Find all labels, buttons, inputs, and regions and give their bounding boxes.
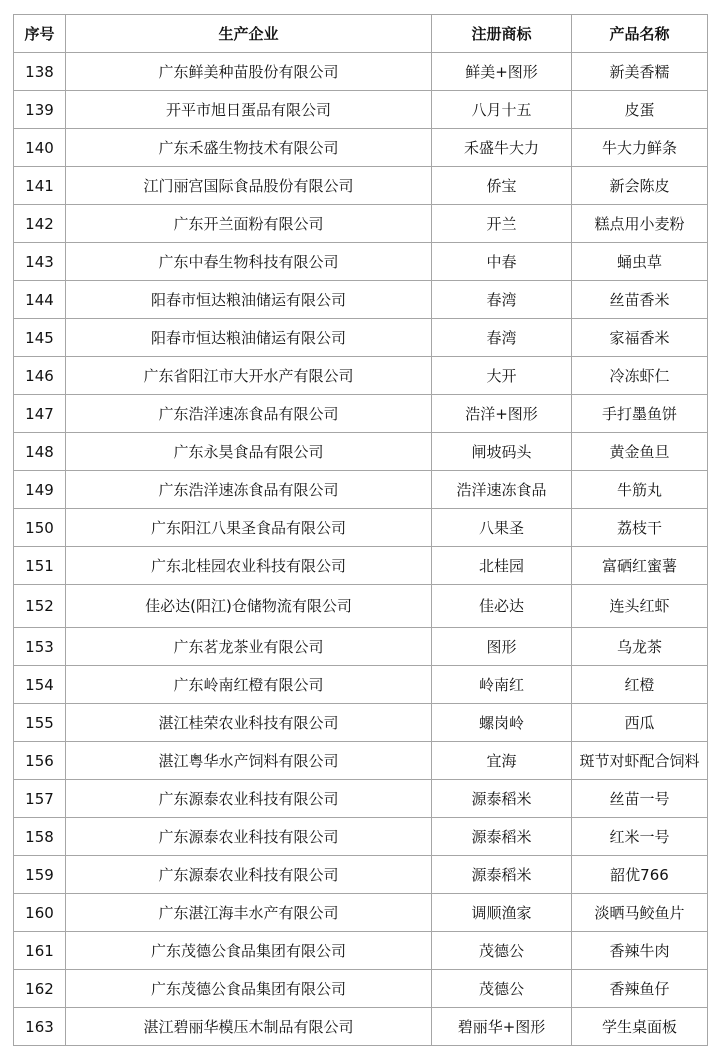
cell-product: 乌龙茶 bbox=[572, 628, 708, 666]
cell-trademark: 茂德公 bbox=[432, 970, 572, 1008]
cell-serial-number: 141 bbox=[14, 167, 66, 205]
cell-company: 湛江碧丽华模压木制品有限公司 bbox=[66, 1008, 432, 1046]
cell-company: 广东岭南红橙有限公司 bbox=[66, 666, 432, 704]
cell-serial-number: 159 bbox=[14, 856, 66, 894]
cell-company: 广东茗龙茶业有限公司 bbox=[66, 628, 432, 666]
cell-product: 韶优766 bbox=[572, 856, 708, 894]
cell-product: 皮蛋 bbox=[572, 91, 708, 129]
cell-trademark: 岭南红 bbox=[432, 666, 572, 704]
table-row bbox=[14, 129, 708, 167]
cell-product: 红橙 bbox=[572, 666, 708, 704]
cell-company: 广东浩洋速冻食品有限公司 bbox=[66, 471, 432, 509]
cell-trademark: 大开 bbox=[432, 357, 572, 395]
table-row bbox=[14, 395, 708, 433]
cell-serial-number: 153 bbox=[14, 628, 66, 666]
header-product: 产品名称 bbox=[572, 15, 708, 53]
cell-trademark: 螺岗岭 bbox=[432, 704, 572, 742]
cell-company: 广东禾盛生物技术有限公司 bbox=[66, 129, 432, 167]
cell-serial-number: 148 bbox=[14, 433, 66, 471]
cell-serial-number: 157 bbox=[14, 780, 66, 818]
cell-serial-number: 142 bbox=[14, 205, 66, 243]
cell-serial-number: 139 bbox=[14, 91, 66, 129]
cell-company: 广东茂德公食品集团有限公司 bbox=[66, 970, 432, 1008]
cell-trademark: 春湾 bbox=[432, 281, 572, 319]
cell-serial-number: 147 bbox=[14, 395, 66, 433]
cell-product: 黄金鱼旦 bbox=[572, 433, 708, 471]
cell-company: 广东省阳江市大开水产有限公司 bbox=[66, 357, 432, 395]
table-row bbox=[14, 932, 708, 970]
cell-product: 手打墨鱼饼 bbox=[572, 395, 708, 433]
table-header bbox=[14, 15, 708, 53]
table-row bbox=[14, 780, 708, 818]
cell-trademark: 鲜美+图形 bbox=[432, 53, 572, 91]
product-table bbox=[13, 14, 708, 1046]
cell-product: 淡晒马鲛鱼片 bbox=[572, 894, 708, 932]
cell-product: 连头红虾 bbox=[572, 585, 708, 628]
table-row bbox=[14, 205, 708, 243]
cell-product: 糕点用小麦粉 bbox=[572, 205, 708, 243]
cell-trademark: 碧丽华+图形 bbox=[432, 1008, 572, 1046]
table-row bbox=[14, 704, 708, 742]
cell-company: 湛江粤华水产饲料有限公司 bbox=[66, 742, 432, 780]
cell-product: 香辣牛肉 bbox=[572, 932, 708, 970]
cell-product: 冷冻虾仁 bbox=[572, 357, 708, 395]
cell-company: 广东湛江海丰水产有限公司 bbox=[66, 894, 432, 932]
table-row bbox=[14, 471, 708, 509]
cell-serial-number: 138 bbox=[14, 53, 66, 91]
table-row bbox=[14, 433, 708, 471]
cell-serial-number: 149 bbox=[14, 471, 66, 509]
cell-serial-number: 155 bbox=[14, 704, 66, 742]
cell-serial-number: 151 bbox=[14, 547, 66, 585]
cell-serial-number: 144 bbox=[14, 281, 66, 319]
cell-serial-number: 161 bbox=[14, 932, 66, 970]
table-row bbox=[14, 856, 708, 894]
table-row bbox=[14, 281, 708, 319]
cell-company: 广东北桂园农业科技有限公司 bbox=[66, 547, 432, 585]
cell-product: 荔枝干 bbox=[572, 509, 708, 547]
table-row bbox=[14, 1008, 708, 1046]
table-row bbox=[14, 243, 708, 281]
cell-serial-number: 145 bbox=[14, 319, 66, 357]
cell-company: 开平市旭日蛋品有限公司 bbox=[66, 91, 432, 129]
cell-trademark: 侨宝 bbox=[432, 167, 572, 205]
cell-company: 江门丽宫国际食品股份有限公司 bbox=[66, 167, 432, 205]
cell-company: 广东茂德公食品集团有限公司 bbox=[66, 932, 432, 970]
cell-product: 蛹虫草 bbox=[572, 243, 708, 281]
cell-trademark: 佳必达 bbox=[432, 585, 572, 628]
cell-trademark: 浩洋+图形 bbox=[432, 395, 572, 433]
header-trademark: 注册商标 bbox=[432, 15, 572, 53]
cell-company: 阳春市恒达粮油储运有限公司 bbox=[66, 281, 432, 319]
cell-company: 广东中春生物科技有限公司 bbox=[66, 243, 432, 281]
header-serial-number: 序号 bbox=[14, 15, 66, 53]
cell-serial-number: 160 bbox=[14, 894, 66, 932]
cell-trademark: 春湾 bbox=[432, 319, 572, 357]
cell-trademark: 茂德公 bbox=[432, 932, 572, 970]
cell-company: 广东开兰面粉有限公司 bbox=[66, 205, 432, 243]
table-row bbox=[14, 970, 708, 1008]
cell-serial-number: 146 bbox=[14, 357, 66, 395]
header-row bbox=[14, 15, 708, 53]
table-row bbox=[14, 319, 708, 357]
table-row bbox=[14, 894, 708, 932]
cell-trademark: 八果圣 bbox=[432, 509, 572, 547]
cell-company: 广东源泰农业科技有限公司 bbox=[66, 856, 432, 894]
cell-company: 广东源泰农业科技有限公司 bbox=[66, 780, 432, 818]
cell-serial-number: 152 bbox=[14, 585, 66, 628]
cell-company: 湛江桂荣农业科技有限公司 bbox=[66, 704, 432, 742]
cell-serial-number: 150 bbox=[14, 509, 66, 547]
cell-trademark: 中春 bbox=[432, 243, 572, 281]
cell-product: 红米一号 bbox=[572, 818, 708, 856]
cell-trademark: 闸坡码头 bbox=[432, 433, 572, 471]
cell-serial-number: 158 bbox=[14, 818, 66, 856]
cell-trademark: 源泰稻米 bbox=[432, 856, 572, 894]
cell-product: 富硒红蜜薯 bbox=[572, 547, 708, 585]
cell-trademark: 浩洋速冻食品 bbox=[432, 471, 572, 509]
table-row bbox=[14, 53, 708, 91]
table-body bbox=[14, 53, 708, 1046]
cell-company: 广东鲜美种苗股份有限公司 bbox=[66, 53, 432, 91]
cell-product: 香辣鱼仔 bbox=[572, 970, 708, 1008]
cell-product: 新美香糯 bbox=[572, 53, 708, 91]
cell-trademark: 八月十五 bbox=[432, 91, 572, 129]
cell-trademark: 北桂园 bbox=[432, 547, 572, 585]
cell-trademark: 开兰 bbox=[432, 205, 572, 243]
table-row bbox=[14, 628, 708, 666]
cell-company: 广东永昊食品有限公司 bbox=[66, 433, 432, 471]
cell-serial-number: 140 bbox=[14, 129, 66, 167]
table-row bbox=[14, 742, 708, 780]
cell-product: 丝苗一号 bbox=[572, 780, 708, 818]
cell-product: 新会陈皮 bbox=[572, 167, 708, 205]
cell-trademark: 宜海 bbox=[432, 742, 572, 780]
cell-trademark: 调顺渔家 bbox=[432, 894, 572, 932]
cell-serial-number: 143 bbox=[14, 243, 66, 281]
table-row bbox=[14, 585, 708, 628]
table-row bbox=[14, 547, 708, 585]
cell-serial-number: 154 bbox=[14, 666, 66, 704]
cell-company: 广东阳江八果圣食品有限公司 bbox=[66, 509, 432, 547]
table-row bbox=[14, 91, 708, 129]
cell-product: 西瓜 bbox=[572, 704, 708, 742]
cell-product: 家福香米 bbox=[572, 319, 708, 357]
cell-company: 阳春市恒达粮油储运有限公司 bbox=[66, 319, 432, 357]
cell-product: 丝苗香米 bbox=[572, 281, 708, 319]
header-company: 生产企业 bbox=[66, 15, 432, 53]
cell-product: 学生桌面板 bbox=[572, 1008, 708, 1046]
cell-trademark: 禾盛牛大力 bbox=[432, 129, 572, 167]
cell-trademark: 源泰稻米 bbox=[432, 818, 572, 856]
cell-trademark: 源泰稻米 bbox=[432, 780, 572, 818]
cell-product: 牛筋丸 bbox=[572, 471, 708, 509]
cell-product: 牛大力鲜条 bbox=[572, 129, 708, 167]
cell-product: 斑节对虾配合饲料 bbox=[572, 742, 708, 780]
cell-serial-number: 163 bbox=[14, 1008, 66, 1046]
cell-trademark: 图形 bbox=[432, 628, 572, 666]
cell-serial-number: 156 bbox=[14, 742, 66, 780]
table-row bbox=[14, 357, 708, 395]
table-row bbox=[14, 666, 708, 704]
cell-company: 广东浩洋速冻食品有限公司 bbox=[66, 395, 432, 433]
table-row bbox=[14, 818, 708, 856]
cell-company: 佳必达(阳江)仓储物流有限公司 bbox=[66, 585, 432, 628]
table-row bbox=[14, 509, 708, 547]
cell-serial-number: 162 bbox=[14, 970, 66, 1008]
table-row bbox=[14, 167, 708, 205]
cell-company: 广东源泰农业科技有限公司 bbox=[66, 818, 432, 856]
